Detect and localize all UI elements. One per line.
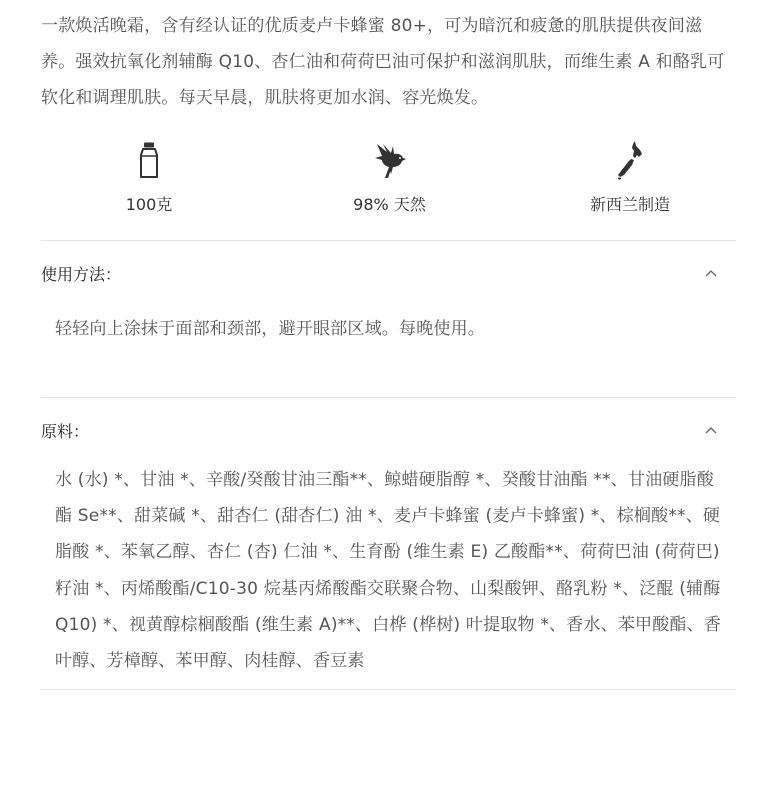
fantail-bird-icon	[370, 140, 410, 180]
ingredients-accordion-header[interactable]	[41, 398, 736, 462]
product-description: 一款焕活晚霜，含有经认证的优质麦卢卡蜂蜜 80+，可为暗沉和疲惫的肌肤提供夜间滋养。强效抗氧化剂辅酶 Q10、杏仁油和荷荷巴油可保护和滋润肌肤，而维生素 A 和酪乳可软化和调理肌肤。每天早晨，肌肤将更加水润、容光焕发。	[41, 16, 725, 108]
bottle-icon	[129, 140, 169, 180]
feature-origin	[560, 140, 700, 240]
usage-accordion	[41, 240, 736, 397]
usage-accordion-header[interactable]	[41, 241, 736, 305]
chevron-up-icon[interactable]	[704, 266, 718, 280]
feature-natural	[320, 140, 460, 240]
feature-list	[41, 140, 736, 240]
feature-weight	[79, 140, 219, 240]
feature-origin-label: 新西兰制造	[589, 195, 670, 214]
ingredients-body: 水 (水) *、甘油 *、辛酸/癸酸甘油三酯**、鲸蜡硬脂醇 *、癸酸甘油酯 **、甘油硬脂酸酯 Se**、甜菜碱 *、甜杏仁 (甜杏仁) 油 *、麦卢卡蜂蜜 (麦卢卡蜂蜜) *、棕榈酸**、硬脂酸 *、苯氧乙醇、杏仁 (杏) 仁油 *、生育酚 (维生素 E) 乙酸酯**、荷荷巴油 (荷荷巴) 籽油 *、丙烯酸酯/C10-30 烷基丙烯酸酯交联聚合物、山梨酸钾、酪乳粉 *、泛醌 (辅酶 Q10) *、视黄醇棕榈酸酯 (维生素 A)**、白桦 (桦树) 叶提取物 *、香水、苯甲酸酯、香叶醇、芳樟醇、苯甲醇、肉桂醇、香豆素	[55, 470, 722, 672]
feature-natural-label: 98% 天然	[353, 195, 426, 214]
new-zealand-map-icon	[610, 140, 650, 180]
ingredients-accordion	[41, 397, 736, 689]
feature-weight-label: 100克	[125, 195, 173, 214]
usage-title: 使用方法：	[41, 264, 122, 284]
ingredients-title: 原料：	[41, 421, 90, 441]
product-details	[41, 0, 736, 690]
usage-body: 轻轻向上涂抹于面部和颈部，避开眼部区域。每晚使用。	[55, 319, 485, 339]
chevron-up-icon[interactable]	[704, 423, 718, 437]
bottom-divider	[41, 689, 736, 690]
